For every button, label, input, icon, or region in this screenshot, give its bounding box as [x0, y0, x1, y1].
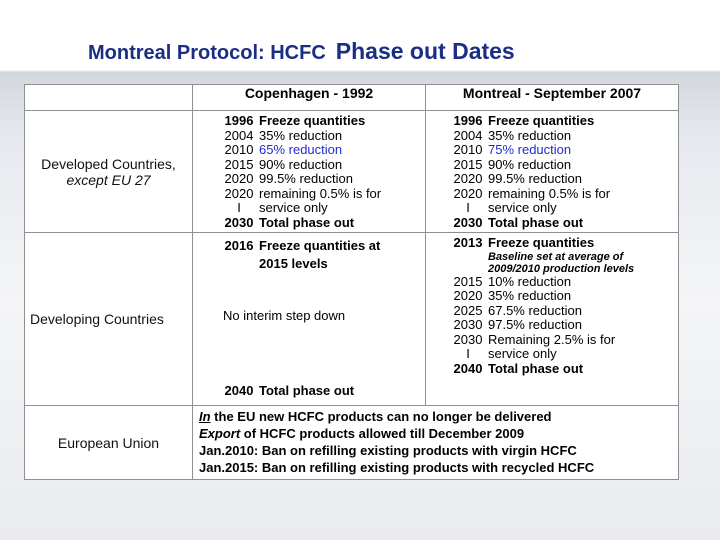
- developed-copenhagen-cell: [193, 111, 426, 233]
- schedule-year: 2015: [453, 156, 483, 172]
- schedule-row: [448, 187, 678, 202]
- dev-mon-baseline-1: Baseline set at average of: [488, 250, 624, 263]
- eu-line-2: [199, 425, 678, 442]
- schedule-desc: 99.5% reduction: [488, 171, 582, 186]
- schedule-desc: 65% reduction: [259, 142, 343, 157]
- schedule-year: 2030: [224, 214, 254, 230]
- schedule-row: [448, 158, 678, 173]
- schedule-row: [448, 289, 678, 304]
- schedule-row: [448, 347, 678, 362]
- schedule-desc: 90% reduction: [259, 156, 343, 172]
- schedule-year: 2010: [224, 142, 254, 157]
- schedule-desc: remaining 0.5% is for: [259, 185, 382, 201]
- header-empty-cell: [25, 85, 193, 111]
- schedule-year: 2025: [453, 302, 483, 318]
- schedule-year: I: [237, 200, 241, 215]
- table-header-row: [25, 85, 679, 111]
- dev-cop-desc-1a: Freeze quantities at: [259, 238, 381, 253]
- schedule-desc: service only: [488, 346, 557, 361]
- schedule-row: [448, 275, 678, 290]
- schedule-desc: Remaining 2.5% is for: [488, 331, 616, 347]
- schedule-row: [448, 362, 678, 377]
- schedule-year: 2015: [453, 273, 483, 289]
- schedule-year: 2020: [224, 171, 254, 186]
- row-eu: [25, 406, 679, 480]
- schedule-year: 2004: [224, 127, 254, 143]
- schedule-desc: 67.5% reduction: [488, 302, 582, 318]
- schedule-desc: 90% reduction: [488, 156, 572, 172]
- schedule-desc: 75% reduction: [488, 142, 572, 157]
- schedule-year: 2015: [224, 156, 254, 172]
- developing-copenhagen-cell: [193, 233, 426, 406]
- schedule-row: [448, 143, 678, 158]
- schedule-row: [448, 172, 678, 187]
- developing-montreal-cell: [426, 233, 679, 406]
- phaseout-table: [24, 84, 679, 480]
- schedule-desc: 97.5% reduction: [488, 317, 582, 332]
- schedule-desc: 10% reduction: [488, 273, 572, 289]
- schedule-year: 2030: [453, 331, 483, 347]
- eu-line-2-rest: of HCFC products allowed till December 2009: [240, 426, 525, 441]
- title-part-2: Phase out Dates: [335, 38, 515, 64]
- schedule-desc: 35% reduction: [259, 127, 343, 143]
- dev-mon-desc-1: Freeze quantities: [488, 235, 595, 250]
- schedule-row: [219, 143, 425, 158]
- schedule-year: I: [466, 200, 470, 215]
- title-part-1: Montreal Protocol: HCFC: [88, 42, 326, 64]
- schedule-year: 1996: [453, 113, 483, 128]
- developed-label: Developed Countries,: [41, 155, 176, 172]
- schedule-row: [219, 158, 425, 173]
- schedule-desc: Total phase out: [488, 360, 584, 376]
- dev-cop-year-2: 2040: [224, 383, 254, 398]
- row-developing: [25, 233, 679, 406]
- schedule-row: [448, 304, 678, 319]
- schedule-year: 2020: [453, 288, 483, 303]
- schedule-row: [219, 172, 425, 187]
- developed-label-cell: [25, 111, 193, 233]
- developed-copenhagen-schedule: [193, 111, 425, 232]
- schedule-desc: Total phase out: [488, 214, 584, 230]
- schedule-year: 2040: [453, 360, 483, 376]
- schedule-desc: Freeze quantities: [259, 113, 366, 128]
- schedule-desc: 35% reduction: [488, 127, 572, 143]
- eu-content-cell: [193, 406, 679, 480]
- schedule-row: [219, 216, 425, 231]
- schedule-desc: remaining 0.5% is for: [488, 185, 611, 201]
- eu-line-3: Jan.2010: Ban on refilling existing products with virgin HCFC: [199, 443, 577, 458]
- schedule-year: 2020: [453, 185, 483, 201]
- dev-cop-year-1: 2016: [224, 238, 254, 253]
- developing-montreal-steps: [448, 275, 678, 377]
- eu-line-4: Jan.2015: Ban on refilling existing products with recycled HCFC: [199, 460, 595, 475]
- dev-mon-baseline-2: 2009/2010 production levels: [488, 262, 635, 275]
- slide-title: [88, 38, 515, 65]
- dev-mon-year-1: 2013: [453, 235, 483, 250]
- schedule-year: 2010: [453, 142, 483, 157]
- developing-label: Developing Countries: [25, 233, 193, 406]
- dev-cop-desc-2: Total phase out: [259, 383, 355, 398]
- schedule-row: [448, 216, 678, 231]
- eu-line-1: [199, 408, 678, 425]
- developed-montreal-schedule: [426, 111, 678, 232]
- schedule-row: [219, 201, 425, 216]
- schedule-desc: Freeze quantities: [488, 113, 595, 128]
- schedule-year: 2030: [453, 214, 483, 230]
- schedule-row: [448, 129, 678, 144]
- schedule-row: [219, 187, 425, 202]
- schedule-year: 2020: [224, 185, 254, 201]
- dev-cop-desc-1b: 2015 levels: [259, 256, 328, 271]
- schedule-year: I: [466, 346, 470, 361]
- schedule-row: [448, 333, 678, 348]
- header-copenhagen: Copenhagen - 1992: [193, 85, 426, 111]
- schedule-desc: 35% reduction: [488, 288, 572, 303]
- schedule-year: 2004: [453, 127, 483, 143]
- eu-line-2-lead: Export: [199, 426, 241, 441]
- schedule-year: 2030: [453, 317, 483, 332]
- schedule-row: [448, 318, 678, 333]
- dev-cop-middle: No interim step down: [223, 308, 346, 323]
- schedule-row: [448, 114, 678, 129]
- eu-line-1-lead: In: [199, 409, 211, 424]
- schedule-desc: 99.5% reduction: [259, 171, 353, 186]
- schedule-row: [219, 114, 425, 129]
- schedule-year: 2020: [453, 171, 483, 186]
- eu-line-1-rest: the EU new HCFC products can no longer be delivered: [210, 409, 552, 424]
- developed-sublabel: except EU 27: [66, 171, 151, 188]
- schedule-desc: service only: [488, 200, 557, 215]
- schedule-row: [448, 201, 678, 216]
- developed-montreal-cell: [426, 111, 679, 233]
- schedule-year: 1996: [224, 113, 254, 128]
- header-montreal: Montreal - September 2007: [426, 85, 679, 111]
- row-developed: [25, 111, 679, 233]
- schedule-desc: service only: [259, 200, 328, 215]
- eu-label: European Union: [25, 406, 193, 480]
- schedule-desc: Total phase out: [259, 214, 355, 230]
- schedule-row: [219, 129, 425, 144]
